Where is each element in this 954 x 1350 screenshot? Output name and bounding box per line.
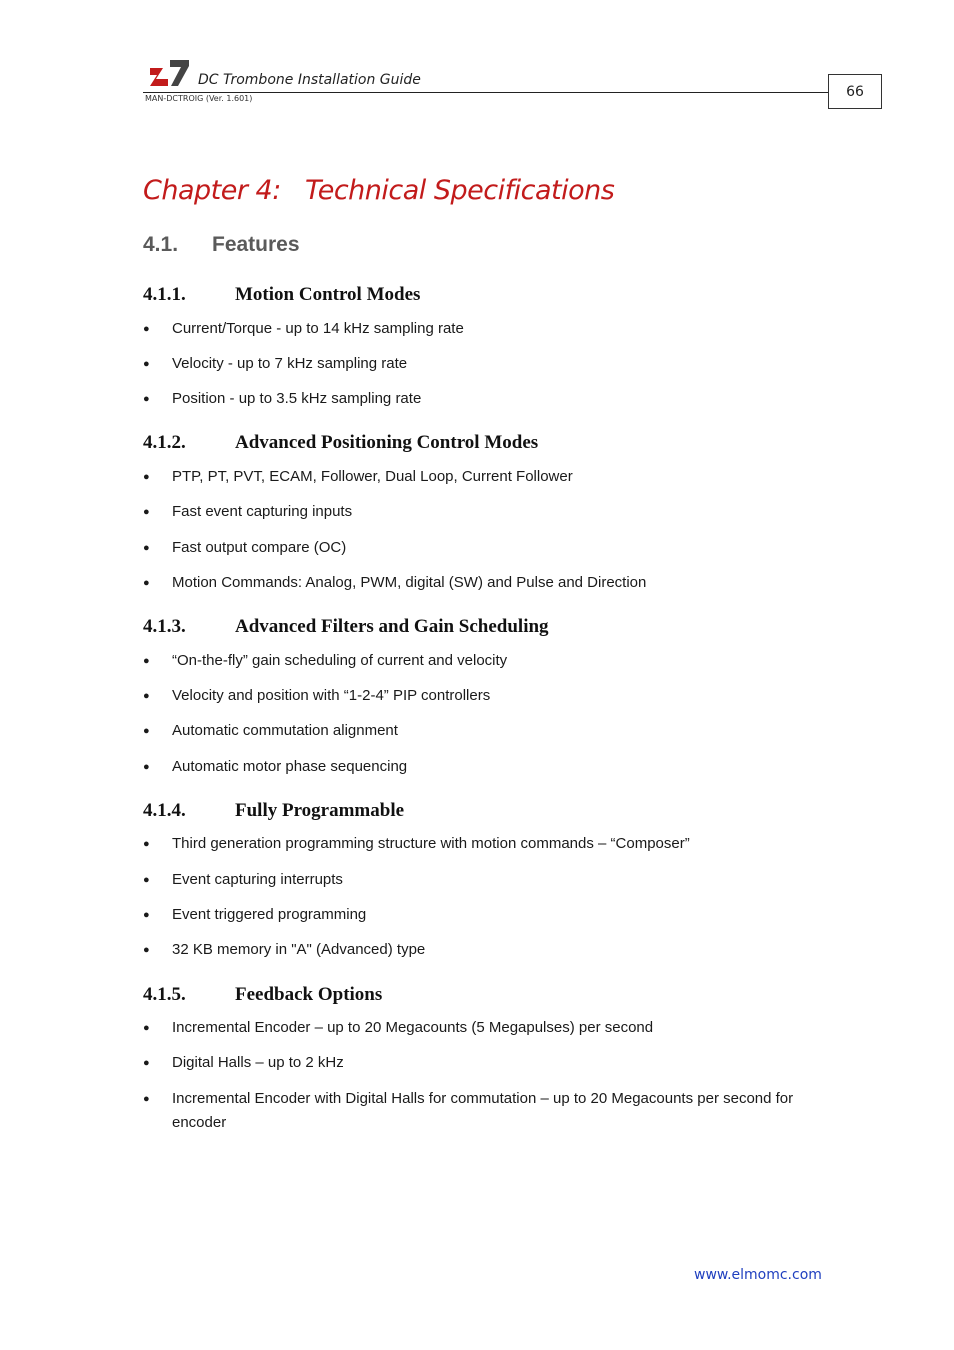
document-version: MAN-DCTROIG (Ver. 1.601) — [145, 94, 253, 103]
list-item-text: Fast event capturing inputs — [172, 503, 353, 520]
subsection-title: Motion Control Modes — [235, 284, 421, 305]
subsection-number: 4.1.2. — [143, 432, 186, 453]
list-item-text: Automatic commutation alignment — [172, 722, 398, 739]
list-item-text: Velocity and position with “1-2-4” PIP controllers — [172, 687, 491, 704]
list-item-text: Third generation programming structure with motion commands – “Composer” — [172, 835, 690, 852]
subsection-heading — [143, 284, 420, 306]
bullet-icon: ● — [143, 1057, 150, 1069]
list-item-text: Automatic motor phase sequencing — [172, 758, 408, 775]
bullet-icon: ● — [143, 725, 150, 737]
bullet-icon: ● — [143, 506, 150, 518]
bullet-icon: ● — [143, 471, 150, 483]
list-item-text: Motion Commands: Analog, PWM, digital (SW) and Pulse and Direction — [172, 574, 647, 591]
list-item-text: Event triggered programming — [172, 906, 367, 923]
subsection-heading — [143, 984, 382, 1006]
subsection-number: 4.1.4. — [143, 800, 186, 821]
chapter-title: Chapter 4: Technical Specifications — [143, 175, 615, 206]
list-item-text: Event capturing interrupts — [172, 871, 343, 888]
list-item-text: 32 KB memory in "A" (Advanced) type — [172, 941, 426, 958]
bullet-icon: ● — [143, 577, 150, 589]
list-item-text: Fast output compare (OC) — [172, 539, 347, 556]
section-number: 4.1. — [143, 233, 179, 256]
list-item-text: Velocity - up to 7 kHz sampling rate — [172, 355, 408, 372]
bullet-icon: ● — [143, 761, 150, 773]
bullet-icon: ● — [143, 1093, 150, 1105]
bullet-icon: ● — [143, 690, 150, 702]
page-number: 66 — [828, 74, 882, 109]
bullet-icon: ● — [143, 542, 150, 554]
bullet-icon: ● — [143, 323, 150, 335]
subsection-heading — [143, 800, 404, 822]
header-divider — [143, 92, 829, 93]
page-header — [0, 0, 954, 120]
document-title: DC Trombone Installation Guide — [198, 72, 421, 88]
elmo-logo — [147, 58, 191, 88]
list-item-text: Position - up to 3.5 kHz sampling rate — [172, 390, 422, 407]
subsection-title: Fully Programmable — [235, 800, 405, 821]
subsection-heading — [143, 616, 549, 638]
section-heading — [143, 233, 300, 257]
bullet-icon: ● — [143, 1022, 150, 1034]
list-item-text: “On-the-fly” gain scheduling of current and velocity — [172, 652, 508, 669]
bullet-icon: ● — [143, 874, 150, 886]
subsection-title: Feedback Options — [235, 984, 383, 1005]
website-link[interactable]: www.elmomc.com — [694, 1267, 822, 1283]
subsection-number: 4.1.3. — [143, 616, 186, 637]
bullet-icon: ● — [143, 944, 150, 956]
bullet-icon: ● — [143, 838, 150, 850]
list-item-text: Incremental Encoder – up to 20 Megacounts (5 Megapulses) per second — [172, 1019, 654, 1036]
subsection-heading — [143, 432, 538, 454]
list-item-text: Digital Halls – up to 2 kHz — [172, 1054, 344, 1071]
subsection-title: Advanced Positioning Control Modes — [235, 432, 539, 453]
list-item-text: Current/Torque - up to 14 kHz sampling rate — [172, 320, 464, 337]
subsection-number: 4.1.5. — [143, 984, 186, 1005]
bullet-icon: ● — [143, 909, 150, 921]
section-title: Features — [212, 233, 300, 256]
subsection-title: Advanced Filters and Gain Scheduling — [235, 616, 549, 637]
bullet-icon: ● — [143, 655, 150, 667]
bullet-icon: ● — [143, 393, 150, 405]
bullet-icon: ● — [143, 358, 150, 370]
subsection-number: 4.1.1. — [143, 284, 186, 305]
list-item-text: Incremental Encoder with Digital Halls for commutation – up to 20 Megacounts per second for encoder — [172, 1090, 794, 1131]
list-item-text: PTP, PT, PVT, ECAM, Follower, Dual Loop, Current Follower — [172, 468, 573, 485]
